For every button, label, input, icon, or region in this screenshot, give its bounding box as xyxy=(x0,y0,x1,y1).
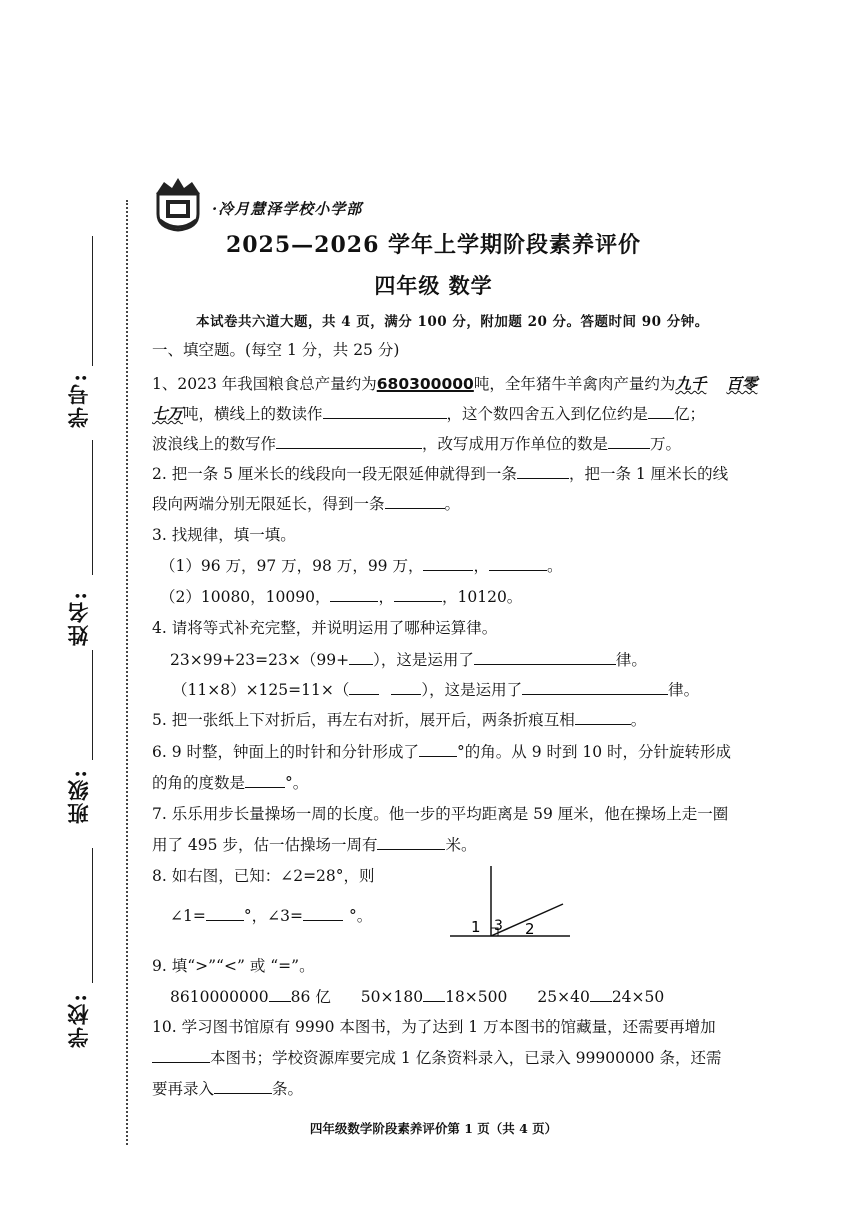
handwritten-number-part2: 百零 xyxy=(726,375,758,393)
angle-2-label: 2 xyxy=(525,920,535,938)
answer-blank-angle-3[interactable] xyxy=(303,904,343,921)
answer-blank-track-length[interactable] xyxy=(377,833,445,850)
question-6-line-1: 6. 9 时整，钟面上的时针和分针形成了 °的角。从 9 时到 10 时，分针旋转形成 xyxy=(152,740,731,764)
question-2-line-2: 段向两端分别无限延长，得到一条 。 xyxy=(152,492,460,516)
question-4-part-2: （11×8）×125=11×（ ），这是运用了 律。 xyxy=(172,678,699,702)
page-footer: 四年级数学阶段素养评价第 1 页（共 4 页） xyxy=(309,1121,558,1136)
question-4-title: 4. 请将等式补充完整，并说明运用了哪种运算律。 xyxy=(152,619,498,637)
question-10-line-2: 本图书；学校资源库要完成 1 亿条资料录入，已录入 99900000 条，还需 xyxy=(152,1046,721,1070)
answer-blank-pattern-2b[interactable] xyxy=(394,585,442,602)
answer-blank-records[interactable] xyxy=(214,1077,272,1094)
answer-blank-distributive[interactable] xyxy=(349,648,373,665)
answer-blank-rounding[interactable] xyxy=(648,402,674,419)
answer-blank-pattern-1b[interactable] xyxy=(489,554,547,571)
underlined-number: 680300000 xyxy=(376,375,474,393)
question-3-title: 3. 找规律，填一填。 xyxy=(152,526,296,544)
exam-title: 2025—2026 学年上学期阶段素养评价 xyxy=(225,232,642,258)
question-8-line-2: ∠1= °，∠3= °。 xyxy=(170,904,372,928)
answer-blank-reading[interactable] xyxy=(323,402,447,419)
handwritten-number-part1: 九千 xyxy=(675,375,707,393)
question-3-part-2: （2）10080，10090， ， ，10120。 xyxy=(160,585,522,609)
school-name: ·冷月慧泽学校小学部 xyxy=(212,200,363,218)
student-id-label: 学号: xyxy=(66,372,91,428)
question-9-comparisons: 8610000000 86 亿 50×180 18×500 25×40 24×50 xyxy=(170,985,664,1009)
class-line xyxy=(92,650,93,760)
answer-blank-associative-b[interactable] xyxy=(391,678,421,695)
answer-blank-write[interactable] xyxy=(276,432,422,449)
answer-blank-law-1[interactable] xyxy=(474,648,616,665)
question-6-line-2: 的角的度数是 °。 xyxy=(152,771,308,795)
exam-subtitle: 四年级 数学 xyxy=(374,273,493,298)
answer-blank-associative-a[interactable] xyxy=(349,678,379,695)
answer-blank-line[interactable] xyxy=(385,492,445,509)
class-label: 班级: xyxy=(66,768,91,824)
name-line xyxy=(92,440,93,575)
answer-blank-perpendicular[interactable] xyxy=(575,708,631,725)
question-9-title: 9. 填“>”“<” 或 “=”。 xyxy=(152,957,315,975)
answer-blank-pattern-2a[interactable] xyxy=(330,585,378,602)
answer-blank-wan[interactable] xyxy=(608,432,650,449)
question-1-line-3: 波浪线上的数写作 ，改写成用万作单位的数是 万。 xyxy=(152,432,681,456)
school-logo-icon xyxy=(150,176,206,232)
question-10-line-3: 要再录入 条。 xyxy=(152,1077,303,1101)
question-3-part-1: （1）96 万，97 万，98 万，99 万， ， 。 xyxy=(160,554,563,578)
handwritten-number-part3: 七万 xyxy=(152,405,184,423)
question-10-line-1: 10. 学习图书馆原有 9990 本图书，为了达到 1 万本图书的馆藏量，还需要再增加 xyxy=(152,1018,716,1036)
question-1-line-2: 七万吨，横线上的数读作 ，这个数四舍五入到亿位约是 亿； xyxy=(152,402,705,426)
question-7-line-2: 用了 495 步，估一估操场一周有 米。 xyxy=(152,833,476,857)
exam-instructions: 本试卷共六道大题，共 4 页，满分 100 分，附加题 20 分。答题时间 90 分钟。 xyxy=(196,314,709,330)
answer-blank-clock-angle[interactable] xyxy=(419,740,457,757)
question-8-line-1: 8. 如右图，已知：∠2=28°，则 xyxy=(152,867,375,885)
name-label: 姓名: xyxy=(66,590,91,646)
answer-blank-compare-2[interactable] xyxy=(423,985,445,1002)
section-heading: 一、填空题。(每空 1 分，共 25 分) xyxy=(152,341,400,359)
school-line xyxy=(92,848,93,983)
answer-blank-compare-1[interactable] xyxy=(269,985,291,1002)
question-4-part-1: 23×99+23=23×（99+ ），这是运用了 律。 xyxy=(170,648,647,672)
question-5: 5. 把一张纸上下对折后，再左右对折，展开后，两条折痕互相 。 xyxy=(152,708,646,732)
school-label: 学校: xyxy=(66,992,91,1048)
answer-blank-law-2[interactable] xyxy=(522,678,668,695)
question-1-line-1: 1、2023 年我国粮食总产量约为680300000吨，全年猪牛羊禽肉产量约为九千 百零 xyxy=(152,375,758,393)
angle-3-label: 3 xyxy=(494,918,503,934)
answer-blank-ray[interactable] xyxy=(517,462,569,479)
question-2-line-1: 2. 把一条 5 厘米长的线段向一段无限延伸就得到一条 ，把一条 1 厘米长的线 xyxy=(152,462,728,486)
answer-blank-angle-1[interactable] xyxy=(206,904,244,921)
answer-blank-books[interactable] xyxy=(152,1046,210,1063)
question-7-line-1: 7. 乐乐用步长量操场一周的长度。他一步的平均距离是 59 厘米，他在操场上走一圈 xyxy=(152,805,729,823)
answer-blank-pattern-1a[interactable] xyxy=(423,554,473,571)
angle-figure xyxy=(445,860,575,940)
answer-blank-compare-3[interactable] xyxy=(590,985,612,1002)
binding-dotted-line xyxy=(126,200,128,1145)
answer-blank-rotation-angle[interactable] xyxy=(245,771,285,788)
angle-1-label: 1 xyxy=(471,918,481,936)
